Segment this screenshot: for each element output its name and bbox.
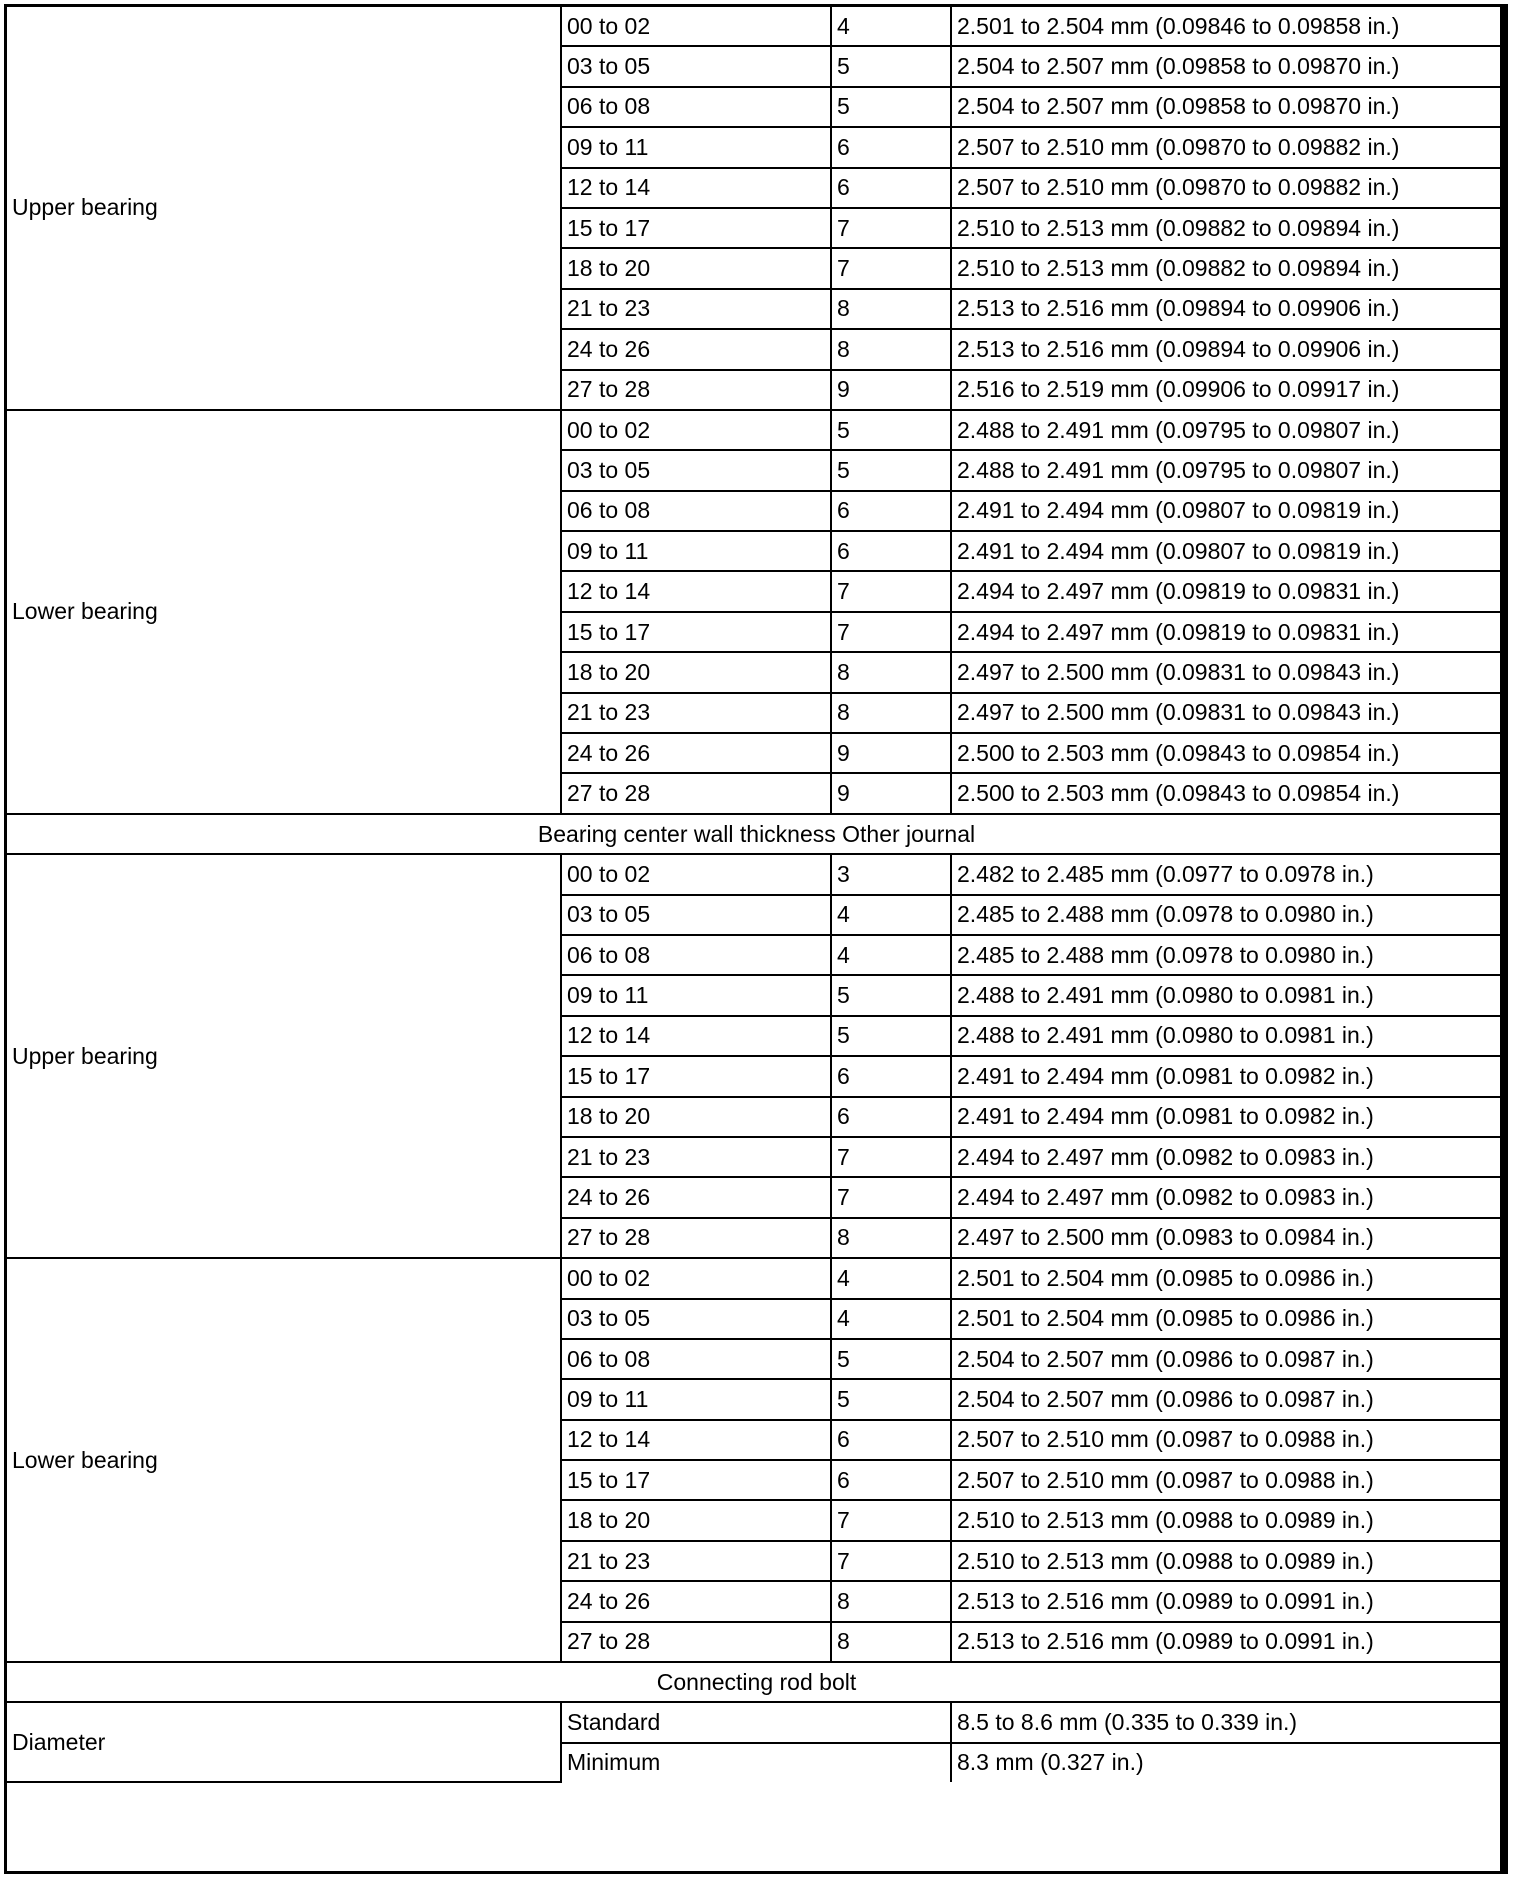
grade-cell: 27 to 28: [561, 1218, 831, 1258]
spec-table-frame: [4, 4, 1508, 1874]
code-cell: 8: [831, 289, 951, 329]
grade-cell: 00 to 02: [561, 410, 831, 450]
thickness-cell: 2.516 to 2.519 mm (0.09906 to 0.09917 in.): [951, 370, 1501, 410]
grade-cell: 24 to 26: [561, 733, 831, 773]
thickness-cell: 2.497 to 2.500 mm (0.0983 to 0.0984 in.): [951, 1218, 1501, 1258]
thickness-cell: 2.485 to 2.488 mm (0.0978 to 0.0980 in.): [951, 935, 1501, 975]
code-cell: 4: [831, 1299, 951, 1339]
thickness-cell: 2.491 to 2.494 mm (0.0981 to 0.0982 in.): [951, 1097, 1501, 1137]
thickness-cell: 2.497 to 2.500 mm (0.09831 to 0.09843 in.): [951, 693, 1501, 733]
code-cell: 6: [831, 491, 951, 531]
code-cell: 6: [831, 1056, 951, 1096]
grade-cell: 09 to 11: [561, 531, 831, 571]
code-cell: 6: [831, 168, 951, 208]
thickness-cell: 2.500 to 2.503 mm (0.09843 to 0.09854 in.): [951, 733, 1501, 773]
code-cell: 7: [831, 612, 951, 652]
grade-cell: 18 to 20: [561, 1500, 831, 1540]
thickness-cell: 2.497 to 2.500 mm (0.09831 to 0.09843 in.): [951, 652, 1501, 692]
bearing-spec-table: [7, 7, 1501, 1783]
code-cell: 7: [831, 1500, 951, 1540]
table-body: [7, 7, 1501, 1782]
section-heading: Bearing center wall thickness Other journal: [7, 814, 1501, 854]
section-heading-row: [7, 1662, 1501, 1702]
grade-cell: 06 to 08: [561, 491, 831, 531]
grade-cell: 24 to 26: [561, 1177, 831, 1217]
section-heading: Connecting rod bolt: [7, 1662, 1501, 1702]
code-cell: 4: [831, 895, 951, 935]
grade-cell: 18 to 20: [561, 1097, 831, 1137]
table-row: [7, 1702, 1501, 1742]
code-cell: 6: [831, 1460, 951, 1500]
grade-cell: 06 to 08: [561, 87, 831, 127]
grade-cell: 09 to 11: [561, 1379, 831, 1419]
grade-cell: 00 to 02: [561, 854, 831, 894]
code-cell: 7: [831, 248, 951, 288]
code-cell: 4: [831, 1258, 951, 1298]
thickness-cell: 2.501 to 2.504 mm (0.0985 to 0.0986 in.): [951, 1299, 1501, 1339]
grade-cell: 21 to 23: [561, 1541, 831, 1581]
thickness-cell: 2.510 to 2.513 mm (0.09882 to 0.09894 in.): [951, 248, 1501, 288]
code-cell: 7: [831, 208, 951, 248]
thickness-cell: 2.501 to 2.504 mm (0.0985 to 0.0986 in.): [951, 1258, 1501, 1298]
grade-cell: 21 to 23: [561, 289, 831, 329]
thickness-cell: 2.504 to 2.507 mm (0.09858 to 0.09870 in.): [951, 87, 1501, 127]
thickness-cell: 2.482 to 2.485 mm (0.0977 to 0.0978 in.): [951, 854, 1501, 894]
code-cell: 7: [831, 1177, 951, 1217]
grade-cell: 06 to 08: [561, 1339, 831, 1379]
code-cell: 4: [831, 935, 951, 975]
grade-cell: 09 to 11: [561, 127, 831, 167]
grade-cell: 06 to 08: [561, 935, 831, 975]
bolt-diameter-label: Diameter: [7, 1702, 561, 1782]
thickness-cell: 2.513 to 2.516 mm (0.09894 to 0.09906 in.): [951, 329, 1501, 369]
grade-cell: 21 to 23: [561, 693, 831, 733]
grade-cell: 12 to 14: [561, 168, 831, 208]
code-cell: 8: [831, 652, 951, 692]
grade-cell: 21 to 23: [561, 1137, 831, 1177]
grade-cell: 12 to 14: [561, 1016, 831, 1056]
code-cell: 8: [831, 1218, 951, 1258]
thickness-cell: 2.507 to 2.510 mm (0.09870 to 0.09882 in.): [951, 127, 1501, 167]
thickness-cell: 2.504 to 2.507 mm (0.0986 to 0.0987 in.): [951, 1379, 1501, 1419]
thickness-cell: 2.507 to 2.510 mm (0.0987 to 0.0988 in.): [951, 1460, 1501, 1500]
code-cell: 4: [831, 7, 951, 46]
code-cell: 5: [831, 450, 951, 490]
code-cell: 8: [831, 1581, 951, 1621]
grade-cell: 09 to 11: [561, 975, 831, 1015]
grade-cell: 27 to 28: [561, 773, 831, 813]
grade-cell: 00 to 02: [561, 1258, 831, 1298]
bearing-group-label: Upper bearing: [7, 854, 561, 1258]
grade-cell: 03 to 05: [561, 46, 831, 86]
table-row: [7, 1258, 1501, 1298]
thickness-cell: 2.488 to 2.491 mm (0.09795 to 0.09807 in.): [951, 450, 1501, 490]
code-cell: 5: [831, 1016, 951, 1056]
code-cell: 6: [831, 531, 951, 571]
grade-cell: 03 to 05: [561, 895, 831, 935]
grade-cell: 15 to 17: [561, 208, 831, 248]
thickness-cell: 2.491 to 2.494 mm (0.0981 to 0.0982 in.): [951, 1056, 1501, 1096]
code-cell: 9: [831, 370, 951, 410]
grade-cell: 18 to 20: [561, 248, 831, 288]
bearing-group-label: Lower bearing: [7, 1258, 561, 1662]
bearing-group-label: Upper bearing: [7, 7, 561, 410]
thickness-cell: 2.488 to 2.491 mm (0.0980 to 0.0981 in.): [951, 975, 1501, 1015]
bolt-spec-value: 8.5 to 8.6 mm (0.335 to 0.339 in.): [951, 1702, 1501, 1742]
code-cell: 7: [831, 571, 951, 611]
thickness-cell: 2.488 to 2.491 mm (0.0980 to 0.0981 in.): [951, 1016, 1501, 1056]
bolt-spec-name: Minimum: [561, 1743, 951, 1782]
grade-cell: 12 to 14: [561, 571, 831, 611]
thickness-cell: 2.491 to 2.494 mm (0.09807 to 0.09819 in.): [951, 531, 1501, 571]
thickness-cell: 2.504 to 2.507 mm (0.09858 to 0.09870 in.): [951, 46, 1501, 86]
thickness-cell: 2.504 to 2.507 mm (0.0986 to 0.0987 in.): [951, 1339, 1501, 1379]
thickness-cell: 2.513 to 2.516 mm (0.09894 to 0.09906 in.): [951, 289, 1501, 329]
code-cell: 5: [831, 87, 951, 127]
code-cell: 5: [831, 1339, 951, 1379]
grade-cell: 27 to 28: [561, 1622, 831, 1662]
grade-cell: 03 to 05: [561, 450, 831, 490]
thickness-cell: 2.510 to 2.513 mm (0.0988 to 0.0989 in.): [951, 1500, 1501, 1540]
code-cell: 6: [831, 1420, 951, 1460]
thickness-cell: 2.507 to 2.510 mm (0.0987 to 0.0988 in.): [951, 1420, 1501, 1460]
bolt-spec-value: 8.3 mm (0.327 in.): [951, 1743, 1501, 1782]
grade-cell: 15 to 17: [561, 1460, 831, 1500]
thickness-cell: 2.494 to 2.497 mm (0.0982 to 0.0983 in.): [951, 1177, 1501, 1217]
grade-cell: 00 to 02: [561, 7, 831, 46]
code-cell: 9: [831, 733, 951, 773]
table-row: [7, 854, 1501, 894]
bearing-group-label: Lower bearing: [7, 410, 561, 814]
grade-cell: 15 to 17: [561, 612, 831, 652]
thickness-cell: 2.510 to 2.513 mm (0.0988 to 0.0989 in.): [951, 1541, 1501, 1581]
thickness-cell: 2.491 to 2.494 mm (0.09807 to 0.09819 in.): [951, 491, 1501, 531]
thickness-cell: 2.507 to 2.510 mm (0.09870 to 0.09882 in.): [951, 168, 1501, 208]
grade-cell: 24 to 26: [561, 329, 831, 369]
grade-cell: 24 to 26: [561, 1581, 831, 1621]
grade-cell: 27 to 28: [561, 370, 831, 410]
code-cell: 6: [831, 127, 951, 167]
thickness-cell: 2.510 to 2.513 mm (0.09882 to 0.09894 in.): [951, 208, 1501, 248]
bolt-spec-name: Standard: [561, 1702, 951, 1742]
grade-cell: 15 to 17: [561, 1056, 831, 1096]
thickness-cell: 2.494 to 2.497 mm (0.09819 to 0.09831 in.): [951, 612, 1501, 652]
thickness-cell: 2.485 to 2.488 mm (0.0978 to 0.0980 in.): [951, 895, 1501, 935]
code-cell: 6: [831, 1097, 951, 1137]
code-cell: 7: [831, 1137, 951, 1177]
code-cell: 5: [831, 410, 951, 450]
table-row: [7, 7, 1501, 46]
table-row: [7, 410, 1501, 450]
thickness-cell: 2.513 to 2.516 mm (0.0989 to 0.0991 in.): [951, 1581, 1501, 1621]
code-cell: 8: [831, 329, 951, 369]
code-cell: 5: [831, 975, 951, 1015]
code-cell: 5: [831, 46, 951, 86]
thickness-cell: 2.494 to 2.497 mm (0.0982 to 0.0983 in.): [951, 1137, 1501, 1177]
code-cell: 5: [831, 1379, 951, 1419]
thickness-cell: 2.500 to 2.503 mm (0.09843 to 0.09854 in.): [951, 773, 1501, 813]
code-cell: 3: [831, 854, 951, 894]
thickness-cell: 2.501 to 2.504 mm (0.09846 to 0.09858 in.): [951, 7, 1501, 46]
thickness-cell: 2.513 to 2.516 mm (0.0989 to 0.0991 in.): [951, 1622, 1501, 1662]
section-heading-row: [7, 814, 1501, 854]
grade-cell: 03 to 05: [561, 1299, 831, 1339]
code-cell: 7: [831, 1541, 951, 1581]
code-cell: 8: [831, 1622, 951, 1662]
grade-cell: 18 to 20: [561, 652, 831, 692]
code-cell: 8: [831, 693, 951, 733]
thickness-cell: 2.488 to 2.491 mm (0.09795 to 0.09807 in.): [951, 410, 1501, 450]
code-cell: 9: [831, 773, 951, 813]
thickness-cell: 2.494 to 2.497 mm (0.09819 to 0.09831 in.): [951, 571, 1501, 611]
grade-cell: 12 to 14: [561, 1420, 831, 1460]
